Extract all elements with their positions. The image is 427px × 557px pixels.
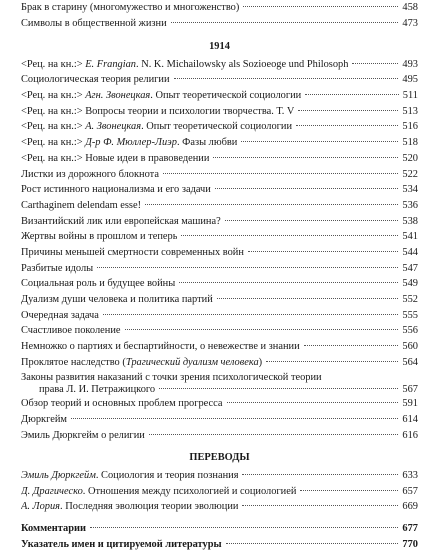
- dot-leader: [242, 505, 398, 506]
- page-number: 541: [402, 231, 418, 243]
- page-number: 522: [402, 168, 418, 180]
- dot-leader: [181, 235, 398, 236]
- dot-leader: [71, 418, 398, 419]
- dot-leader: [213, 157, 398, 158]
- toc-entry[interactable]: [21, 231, 418, 243]
- dot-leader: [171, 22, 399, 23]
- entry-title: <Рец. на кн.:> Агн. Звонецкая. Опыт теоретической социологии: [21, 90, 302, 102]
- entry-title-line: Законы развития наказаний с точки зрения психологической теории: [21, 372, 322, 384]
- toc-entry[interactable]: [21, 2, 418, 14]
- toc-entry[interactable]: [21, 169, 418, 181]
- entry-title: Проклятое наследство (Трагический дуализм человека): [21, 356, 263, 368]
- page-number: 511: [402, 90, 418, 102]
- dot-leader: [103, 314, 399, 315]
- toc-entry[interactable]: [21, 137, 418, 149]
- page-number: 770: [402, 538, 418, 550]
- toc-entry[interactable]: [21, 523, 418, 535]
- toc-entry[interactable]: [21, 106, 418, 118]
- table-of-contents: [21, 2, 418, 555]
- page-number: 538: [402, 215, 418, 227]
- page-number: 458: [402, 2, 418, 13]
- entry-title: Брак в старину (многомужество и многоженство): [21, 2, 240, 13]
- page-number: 493: [402, 58, 418, 70]
- toc-section: [21, 523, 418, 551]
- entry-title: Немножко о партиях и беспартийности, о невежестве и знании: [21, 341, 300, 353]
- toc-entry[interactable]: [21, 325, 418, 337]
- page-number: 516: [402, 121, 418, 133]
- entry-title: Символы в общественной жизни: [21, 17, 167, 29]
- entry-title: Византийский лик или европейская машина?: [21, 215, 221, 227]
- toc-entry[interactable]: [21, 414, 418, 426]
- entry-title: <Рец. на кн.:> Новые идеи в правоведении: [21, 152, 210, 164]
- toc-entry[interactable]: [21, 539, 418, 551]
- entry-title: <Рец. на кн.:> А. Звонецкая. Опыт теоретической социологии: [21, 121, 293, 133]
- page-number: 555: [402, 309, 418, 321]
- dot-leader: [90, 527, 398, 528]
- entry-title: Счастливое поколение: [21, 325, 121, 337]
- page-number: 552: [402, 294, 418, 305]
- entry-title: Обзор теорий и основных проблем прогресса: [21, 398, 223, 410]
- entry-title: Дуализм души человека и политика партий: [21, 294, 213, 305]
- toc-entry[interactable]: [21, 486, 418, 498]
- entry-title: Эмиль Дюркгейм. Социология и теория познания: [21, 469, 239, 481]
- dot-leader: [300, 490, 398, 491]
- page-number: 669: [402, 501, 418, 513]
- toc-entry[interactable]: [21, 153, 418, 165]
- entry-title: Комментарии: [21, 523, 86, 535]
- entry-title: <Рец. на кн.:> Д-р Ф. Мюллер-Лиэр. Фазы любви: [21, 137, 238, 149]
- page-number: 591: [402, 398, 418, 410]
- toc-entry[interactable]: [21, 278, 418, 290]
- dot-leader: [352, 63, 398, 64]
- dot-leader: [305, 94, 399, 95]
- toc-entry[interactable]: [21, 59, 418, 71]
- page-number: 560: [402, 341, 418, 353]
- page-number: 677: [402, 523, 418, 535]
- entry-title: Указатель имен и цитируемой литературы: [21, 538, 222, 550]
- page-number: 616: [402, 429, 418, 441]
- entry-title: Рост истинного национализма и его задачи: [21, 184, 211, 196]
- toc-entry[interactable]: [21, 372, 418, 396]
- dot-leader: [97, 267, 398, 268]
- page-number: 520: [402, 152, 418, 164]
- entry-title: Эмиль Дюркгейм о религии: [21, 429, 145, 441]
- dot-leader: [298, 110, 398, 111]
- dot-leader: [174, 78, 399, 79]
- entry-title: Дюркгейм: [21, 414, 67, 426]
- page-number: 614: [402, 414, 418, 426]
- entry-title: Листки из дорожного блокнота: [21, 168, 159, 180]
- dot-leader: [226, 543, 399, 544]
- dot-leader: [241, 141, 398, 142]
- toc-entry[interactable]: [21, 357, 418, 369]
- toc-entry[interactable]: [21, 341, 418, 353]
- dot-leader: [145, 204, 398, 205]
- entry-title: <Рец. на кн.:> Вопросы теории и психологии творчества. Т. V: [21, 105, 295, 117]
- dot-leader: [296, 125, 398, 126]
- toc-entry[interactable]: [21, 200, 418, 212]
- dot-leader: [225, 220, 399, 221]
- entry-title: Жертвы войны в прошлом и теперь: [21, 231, 178, 243]
- toc-entry[interactable]: [21, 247, 418, 259]
- entry-title: Социальная роль и будущее войны: [21, 278, 176, 290]
- page-number: 549: [402, 278, 418, 290]
- dot-leader: [304, 345, 399, 346]
- entry-title: А. Лория. Последняя эволюция теории эволюции: [21, 501, 239, 513]
- section-heading: 1914: [209, 40, 230, 52]
- entry-title: права Л. И. Петражицкого: [39, 384, 156, 396]
- page-number: 518: [402, 137, 418, 149]
- toc-section: [21, 41, 418, 442]
- entry-title: Carthaginem delendam esse!: [21, 199, 142, 211]
- entry-title: Очередная задача: [21, 309, 99, 321]
- toc-section: [21, 2, 418, 30]
- page-number: 534: [402, 184, 418, 196]
- page-number: 556: [402, 325, 418, 337]
- toc-entry[interactable]: [21, 470, 418, 482]
- entry-title: Д. Драгическо. Отношения между психологией и социологией: [21, 485, 297, 497]
- entry-title: <Рец. на кн.:> E. Frangian. N. K. Michailowsky als Sozioeoge und Philosoph: [21, 58, 349, 70]
- page-number: 657: [402, 485, 418, 497]
- dot-leader: [243, 6, 398, 7]
- toc-entry[interactable]: [21, 184, 418, 196]
- dot-leader: [248, 251, 398, 252]
- page-number: 473: [402, 17, 418, 29]
- page-number: 536: [402, 199, 418, 211]
- section-heading: ПЕРЕВОДЫ: [189, 451, 250, 463]
- toc-entry[interactable]: [21, 294, 418, 306]
- dot-leader: [149, 434, 399, 435]
- toc-section: [21, 452, 418, 513]
- dot-leader: [159, 388, 398, 389]
- dot-leader: [266, 361, 398, 362]
- page-number: 633: [402, 469, 418, 481]
- page-number: 513: [402, 105, 418, 117]
- dot-leader: [242, 474, 398, 475]
- entry-title: Социологическая теория религии: [21, 74, 170, 86]
- dot-leader: [227, 402, 399, 403]
- toc-entry[interactable]: [21, 74, 418, 86]
- toc-entry[interactable]: [21, 216, 418, 228]
- toc-entry[interactable]: [21, 263, 418, 275]
- toc-entry[interactable]: [21, 90, 418, 102]
- dot-leader: [125, 329, 399, 330]
- toc-entry[interactable]: [21, 430, 418, 442]
- dot-leader: [217, 298, 399, 299]
- page-number: 544: [402, 246, 418, 258]
- page-number: 495: [402, 74, 418, 86]
- dot-leader: [179, 282, 398, 283]
- toc-entry[interactable]: [21, 18, 418, 30]
- toc-entry[interactable]: [21, 501, 418, 513]
- entry-title: Причины меньшей смертности современных войн: [21, 246, 244, 258]
- toc-entry[interactable]: [21, 121, 418, 133]
- dot-leader: [163, 173, 398, 174]
- toc-entry[interactable]: [21, 310, 418, 322]
- dot-leader: [215, 188, 399, 189]
- entry-title: Разбитые идолы: [21, 262, 94, 274]
- page-number: 564: [402, 356, 418, 368]
- page-number: 567: [402, 384, 418, 396]
- page-number: 547: [402, 262, 418, 274]
- toc-entry[interactable]: [21, 398, 418, 410]
